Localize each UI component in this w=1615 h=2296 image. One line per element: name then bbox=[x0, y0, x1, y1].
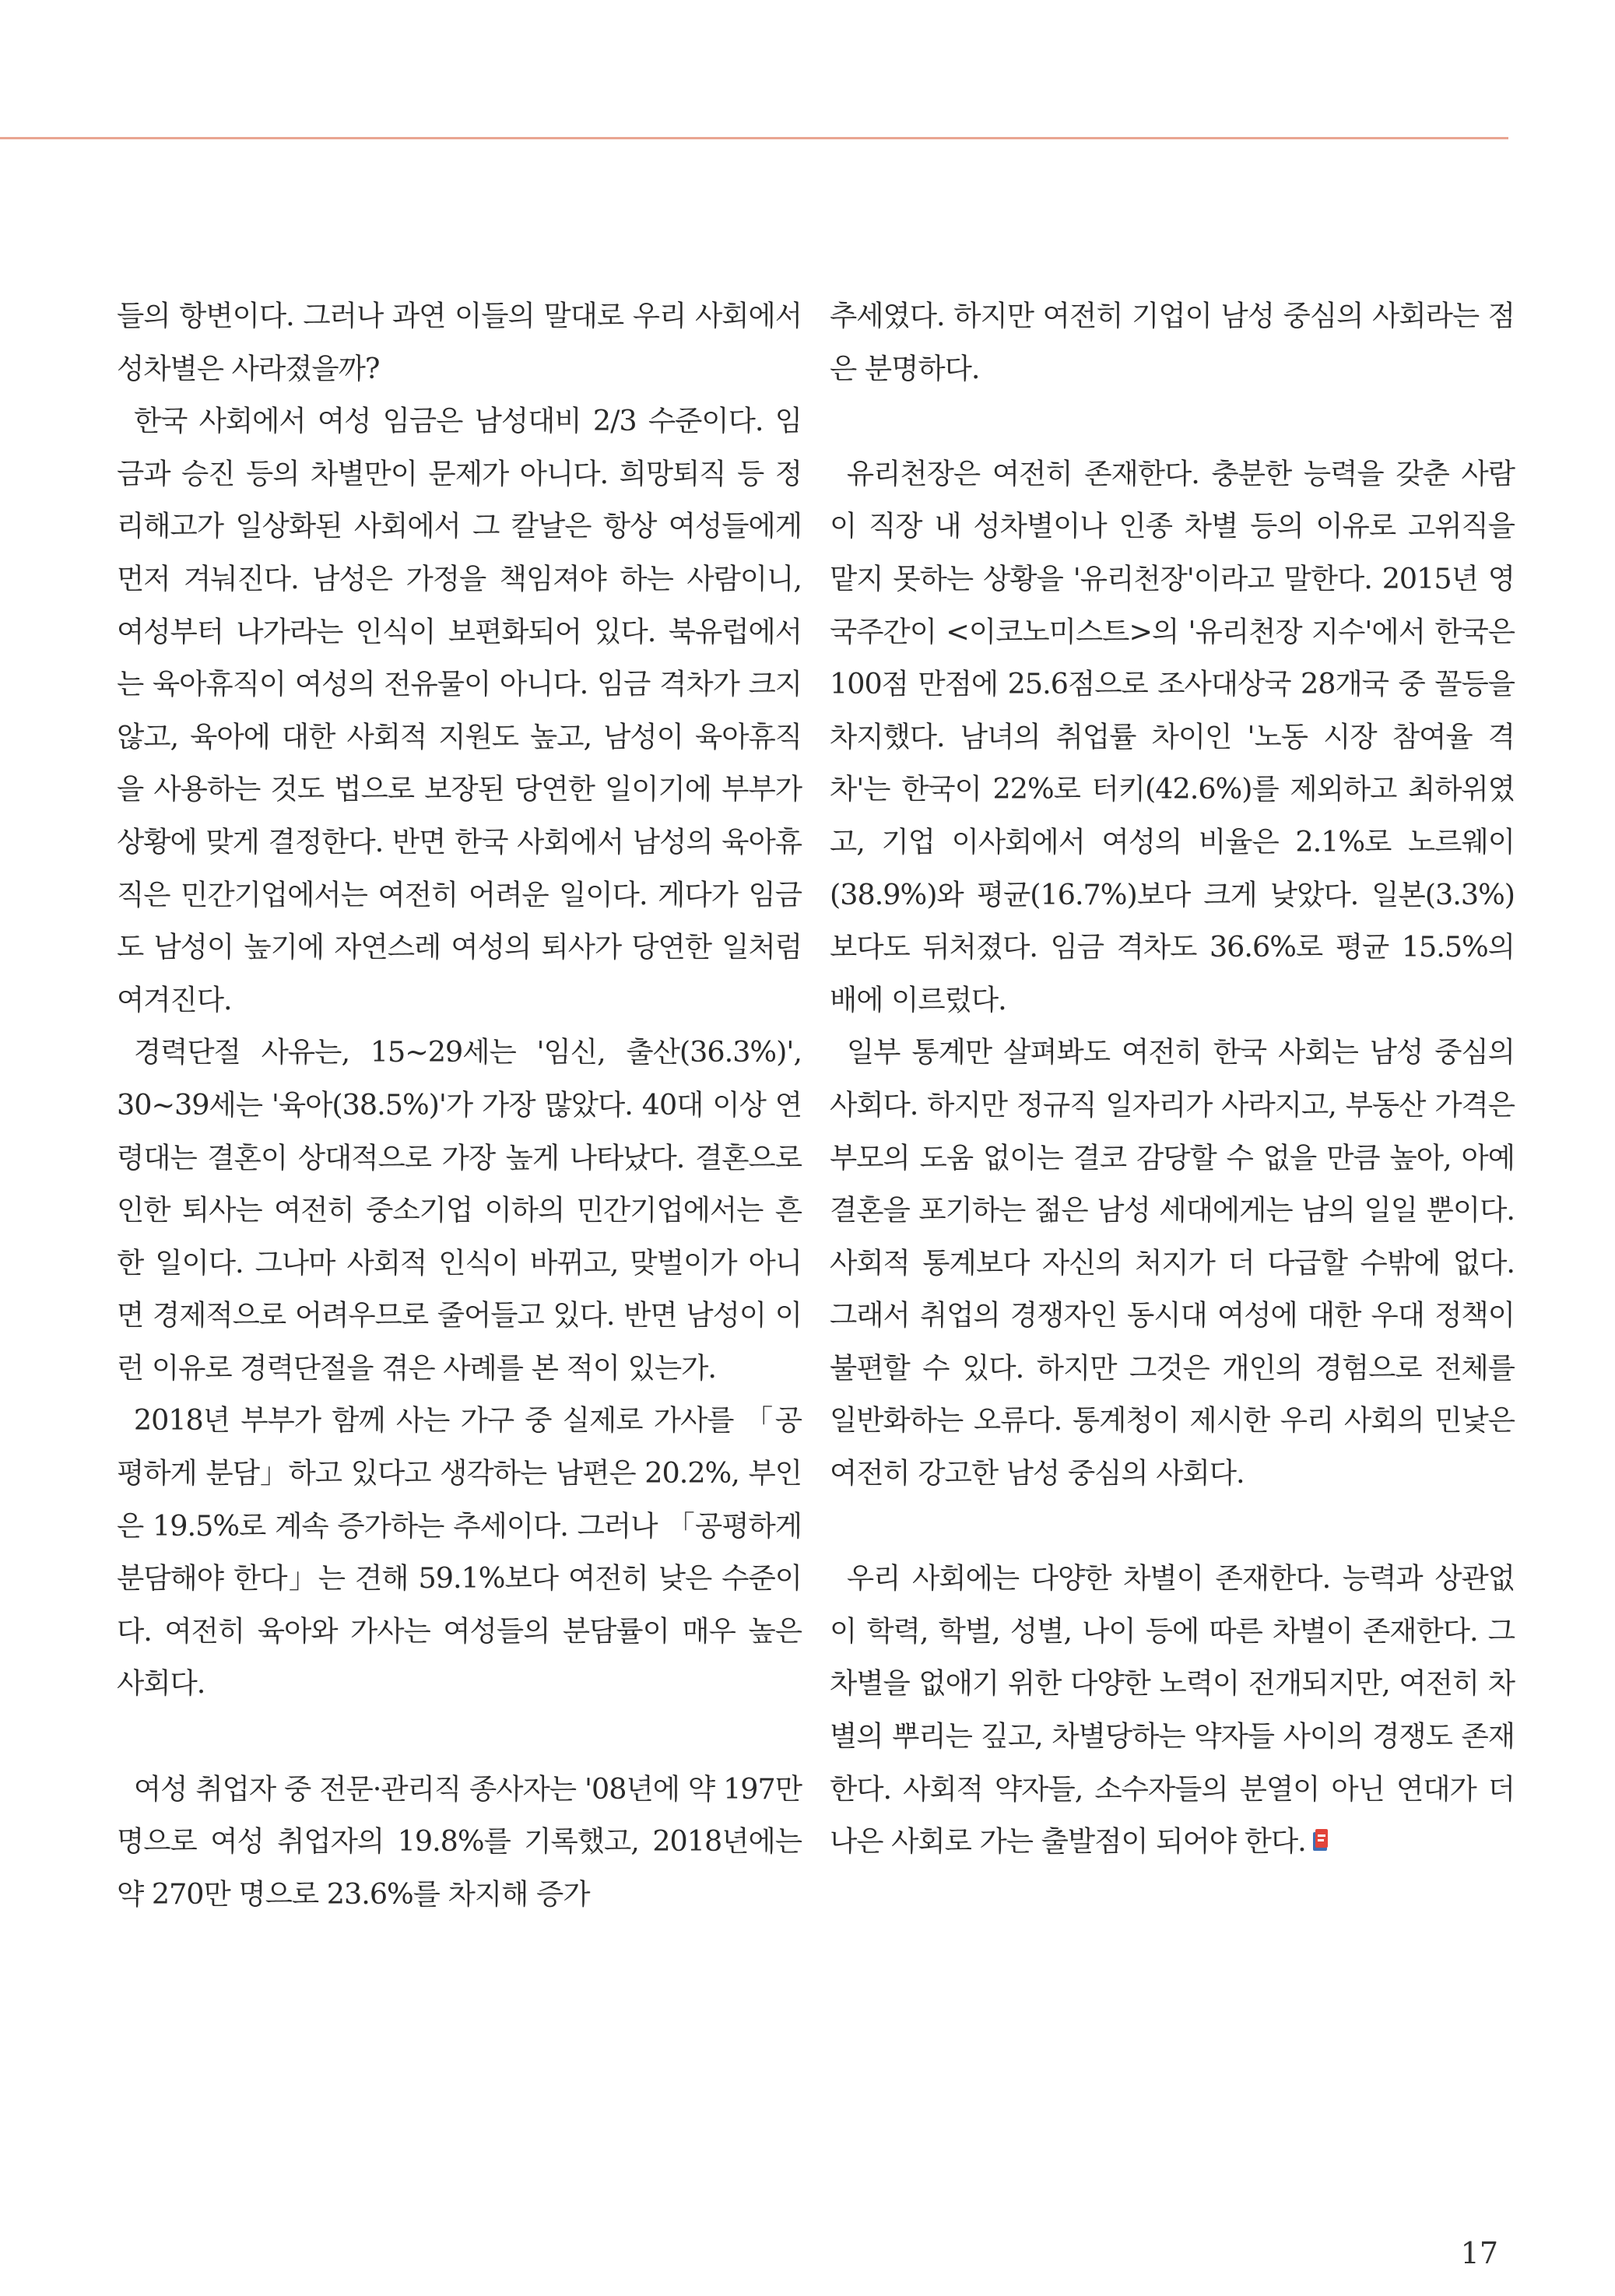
end-mark-icon bbox=[1311, 1827, 1331, 1854]
paragraph: 2018년 부부가 함께 사는 가구 중 실제로 가사를 「공평하게 분담」하고 있다고 생각하는 남편은 20.2%, 부인은 19.5%로 계속 증가하는 추세이다. 그러나 「공평하게 분담해야 한다」는 견해 59.1%보다 여전히 낮은 수준이다. 여전히 육아와 가사는 여성들의 분담률이 매우 높은 사회다. bbox=[117, 1403, 802, 1701]
paragraph: 여성 취업자 중 전문·관리직 종사자는 '08년에 약 197만 명으로 여성 취업자의 19.8%를 기록했고, 2018년에는 약 270만 명으로 23.6%를 차지해 증가 bbox=[117, 1771, 802, 1911]
paragraph: 들의 항변이다. 그러나 과연 이들의 말대로 우리 사회에서 성차별은 사라졌을까? bbox=[117, 299, 802, 385]
right-column bbox=[830, 290, 1515, 1868]
paragraph: 경력단절 사유는, 15~29세는 '임신, 출산(36.3%)', 30~39세는 '육아(38.5%)'가 가장 많았다. 40대 이상 연령대는 결혼이 상대적으로 가장 높게 나타났다. 결혼으로 인한 퇴사는 여전히 중소기업 이하의 민간기업에서는 흔한 일이다. 그나마 사회적 인식이 바뀌고, 맞벌이가 아니면 경제적으로 어려우므로 줄어들고 있다. 반면 남성이 이런 이유로 경력단절을 겪은 사례를 본 적이 있는가. bbox=[117, 1035, 802, 1385]
paragraph: 유리천장은 여전히 존재한다. 충분한 능력을 갖춘 사람이 직장 내 성차별이나 인종 차별 등의 이유로 고위직을 맡지 못하는 상황을 '유리천장'이라고 말한다. 2015년 영국주간이 <이코노미스트>의 '유리천장 지수'에서 한국은 100점 만점에 25.6점으로 조사대상국 28개국 중 꼴등을 차지했다. 남녀의 취업률 차이인 '노동 시장 참여율 격차'는 한국이 22%로 터키(42.6%)를 제외하고 최하위였고, 기업 이사회에서 여성의 비율은 2.1%로 노르웨이(38.9%)와 평균(16.7%)보다 크게 낮았다. 일본(3.3%)보다도 뒤처졌다. 임금 격차도 36.6%로 평균 15.5%의 배에 이르렀다. bbox=[830, 456, 1515, 1016]
paragraph bbox=[830, 1552, 1515, 1868]
paragraph-text: 우리 사회에는 다양한 차별이 존재한다. 능력과 상관없이 학력, 학벌, 성별, 나이 등에 따른 차별이 존재한다. 그 차별을 없애기 위한 다양한 노력이 전개되지만, 여전히 차별의 뿌리는 깊고, 차별당하는 약자들 사이의 경쟁도 존재한다. 사회적 약자들, 소수자들의 분열이 아닌 연대가 더 나은 사회로 가는 출발점이 되어야 한다. bbox=[830, 1561, 1515, 1859]
page-number: 17 bbox=[1460, 2236, 1498, 2270]
paragraph: 한국 사회에서 여성 임금은 남성대비 2/3 수준이다. 임금과 승진 등의 차별만이 문제가 아니다. 희망퇴직 등 정리해고가 일상화된 사회에서 그 칼날은 항상 여성들에게 먼저 겨눠진다. 남성은 가정을 책임져야 하는 사람이니, 여성부터 나가라는 인식이 보편화되어 있다. 북유럽에서는 육아휴직이 여성의 전유물이 아니다. 임금 격차가 크지 않고, 육아에 대한 사회적 지원도 높고, 남성이 육아휴직을 사용하는 것도 법으로 보장된 당연한 일이기에 부부가 상황에 맞게 결정한다. 반면 한국 사회에서 남성의 육아휴직은 민간기업에서는 여전히 어려운 일이다. 게다가 임금도 남성이 높기에 자연스레 여성의 퇴사가 당연한 일처럼 여겨진다. bbox=[117, 404, 802, 1016]
left-column bbox=[117, 290, 802, 1920]
paragraph: 일부 통계만 살펴봐도 여전히 한국 사회는 남성 중심의 사회다. 하지만 정규직 일자리가 사라지고, 부동산 가격은 부모의 도움 없이는 결코 감당할 수 없을 만큼 높아, 아예 결혼을 포기하는 젊은 남성 세대에게는 남의 일일 뿐이다. 사회적 통계보다 자신의 처지가 더 다급할 수밖에 없다. 그래서 취업의 경쟁자인 동시대 여성에 대한 우대 정책이 불편할 수 있다. 하지만 그것은 개인의 경험으로 전체를 일반화하는 오류다. 통계청이 제시한 우리 사회의 민낯은 여전히 강고한 남성 중심의 사회다. bbox=[830, 1035, 1515, 1490]
paragraph: 추세였다. 하지만 여전히 기업이 남성 중심의 사회라는 점은 분명하다. bbox=[830, 299, 1515, 385]
top-rule bbox=[0, 137, 1508, 139]
